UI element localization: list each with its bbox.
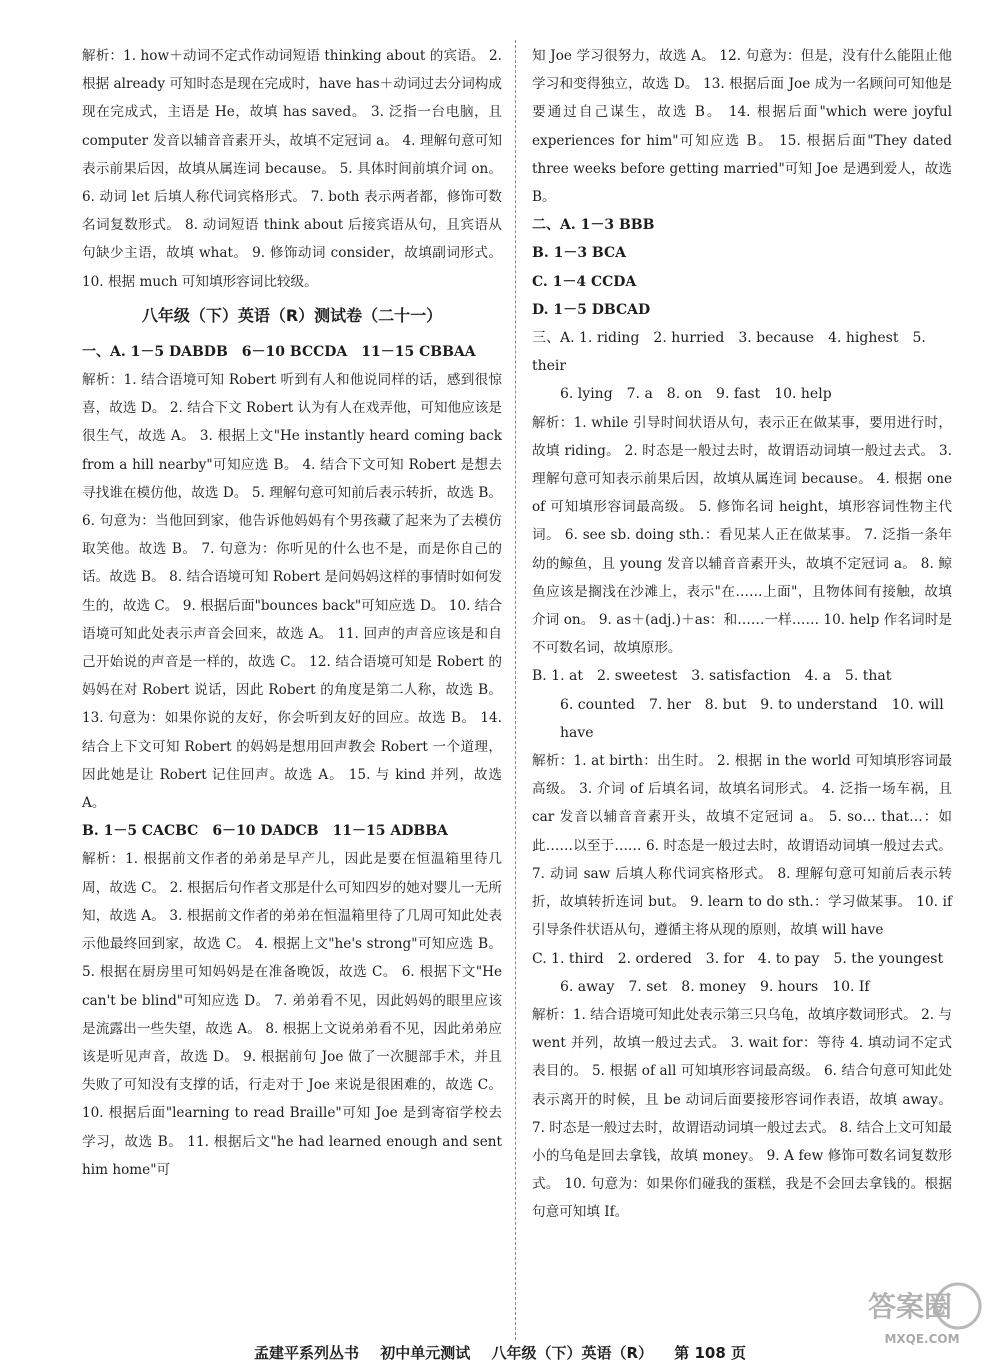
analysis-paragraph: 知 Joe 学习很努力，故选 A。 12. 句意为：但是，没有什么能阻止他学习和变得独立，故选 D。 13. 根据后面 Joe 成为一名顾问可知他是要通过自己谋生，故选 B。 14. 根据后面"which were joyful experiences for him"可知应选 B。 15. 根据后面"They dated three weeks before getting married"可知 Joe 是遇到爱人，故选 B。: [532, 48, 952, 206]
footer-grade: 八年级（下）英语（R）: [491, 1344, 654, 1362]
watermark-cn: 答案圈: [868, 1290, 953, 1323]
answer-line: B. 1－5 CACBC 6－10 DADCB 11－15 ADBBA: [82, 823, 448, 840]
analysis-paragraph: 解析：1. 结合语境可知 Robert 听到有人和他说同样的话，感到很惊喜，故选 D。 2. 结合下文 Robert 认为有人在戏弄他，可知他应该是很生气，故选 A。 3. 根据上文"He instantly heard coming back from a hill nearby"可知应选 B。 4. 结合下文可知 Robert 是想去寻找谁在模仿他，故选 D。 5. 理解句意可知前后表示转折，故选 B。 6. 句意为：当他回到家，他告诉他妈妈有个男孩藏了起来为了去模仿取笑他。故选 B。 7. 句意为：你听见的什么也不是，而是你自己的话。故选 B。 8. 结合语境可知 Robert 是问妈妈这样的事情时如何发生的，故选 C。 9. 根据后面"bounces back"可知应选 D。 10. 结合语境可知此处表示声音会回来，故选 A。 11. 回声的声音应该是和自己开始说的声音是一样的，故选 C。 12. 结合语境可知是 Robert 的妈妈在对 Robert 说话，因此 Robert 的角度是第二人称，故选 B。 13. 句意为：如果你说的友好，你会听到友好的回应。故选 B。 14. 结合上下文可知 Robert 的妈妈是想用回声教会 Robert 一个道理，因此她是让 Robert 记住回声。故选 A。 15. 与 kind 并列，故选 A。: [82, 372, 502, 812]
footer-series: 孟建平系列丛书: [253, 1344, 359, 1362]
watermark-logo-icon: [862, 1280, 982, 1332]
watermark-url: MXQE.COM: [884, 1332, 960, 1346]
left-column: [82, 42, 502, 1184]
answer-line: B. 1. at 2. sweetest 3. satisfaction 4. a 5. that: [532, 668, 892, 685]
answer-line: B. 1－3 BCA: [532, 245, 627, 262]
footer-book: 初中单元测试: [380, 1344, 471, 1362]
column-divider: [515, 40, 516, 1340]
footer-page-number: 第 108 页: [674, 1344, 747, 1362]
answer-line: 三、A. 1. riding 2. hurried 3. because 4. highest 5. their: [532, 330, 926, 375]
answer-line: D. 1－5 DBCAD: [532, 301, 651, 318]
answer-line: 6. away 7. set 8. money 9. hours 10. If: [560, 978, 870, 995]
analysis-paragraph: 解析：1. 结合语境可知此处表示第三只乌龟，故填序数词形式。 2. 与 went 并列，故填一般过去式。 3. wait for：等待 4. 填动词不定式表目的。 5. 根据 of all 可知填形容词最高级。 6. 结合句意可知此处表示离开的时候，且 be 动词后面要接形容词作表语，故填 away。 7. 时态是一般过去时，故谓语动词填一般过去式。 8. 结合上文可知最小的乌龟是回去拿钱，故填 money。 9. A few 修饰可数名词复数形式。 10. 句意为：如果你们碰我的蛋糕，我是不会回去拿钱的。根据句意可知填 If。: [532, 1006, 952, 1221]
answer-line: 6. lying 7. a 8. on 9. fast 10. help: [560, 386, 832, 403]
answer-line: C. 1－4 CCDA: [532, 273, 637, 290]
analysis-paragraph: 解析：1. at birth：出生时。 2. 根据 in the world 可知填形容词最高级。 3. 介词 of 后填名词，故填名词形式。 4. 泛指一场车祸，且 car 发音以辅音音素开头，故填不定冠词 a。 5. so… that…：如此……以至于…… 6. 时态是一般过去时，故谓语动词填一般过去式。 7. 动词 saw 后填人称代词宾格形式。 8. 理解句意可知前后表示转折，故填转折连词 but。 9. learn to do sth.：学习做某事。 10. if 引导条件状语从句，遵循主将从现的原则，故填 will have: [532, 753, 952, 939]
analysis-paragraph: 解析：1. 根据前文作者的弟弟是早产儿，因此是要在恒温箱里待几周，故选 C。 2. 根据后句作者文那是什么可知四岁的她对婴儿一无所知，故选 A。 3. 根据前文作者的弟弟在恒温箱里待了几周可知此处表示他最终回到家，故选 C。 4. 根据上文"he's strong"可知应选 B。 5. 根据在厨房里可知妈妈是在准备晚饭，故选 C。 6. 根据下文"He can't be blind"可知应选 D。 7. 弟弟看不见，因此妈妈的眼里应该是流露出一些失望，故选 A。 8. 根据上文说弟弟看不见，因此弟弟应该是听见声音，故选 D。 9. 根据前句 Joe 做了一次腿部手术，并且失败了可知没有支撑的话，行走对于 Joe 来说是很困难的，故选 C。 10. 根据后面"learning to read Braille"可知 Joe 是到寄宿学校去学习，故选 B。 11. 根据后文"he had learned enough and sent him home"可: [82, 851, 502, 1178]
answer-line: 二、A. 1－3 BBB: [532, 217, 655, 234]
analysis-paragraph: 解析：1. how＋动词不定式作动词短语 thinking about 的宾语。 2. 根据 already 可知时态是现在完成时，have has＋动词过去分词构成现在完成式，主语是 He，故填 has saved。 3. 泛指一台电脑，且 computer 发音以辅音音素开头，故填不定冠词 a。 4. 理解句意可知表示前果后因，故填从属连词 because。 5. 具体时间前填介词 on。 6. 动词 let 后填人称代词宾格形式。 7. both 表示两者都，修饰可数名词复数形式。 8. 动词短语 think about 后接宾语从句，且宾语从句缺少主语，故填 what。 9. 修饰动词 consider，故填副词形式。 10. 根据 much 可知填形容词比较级。: [82, 48, 502, 290]
answer-line: 一、A. 1－5 DABDB 6－10 BCCDA 11－15 CBBAA: [82, 343, 476, 360]
answer-line: C. 1. third 2. ordered 3. for 4. to pay 5. the youngest: [532, 950, 944, 967]
watermark: [862, 1280, 982, 1350]
right-column: [532, 42, 952, 1227]
analysis-paragraph: 解析：1. while 引导时间状语从句，表示正在做某事，要用进行时，故填 riding。 2. 时态是一般过去时，故谓语动词填一般过去式。 3. 理解句意可知表示前果后因，故填从属连词 because。 4. 根据 one of 可知填形容词最高级。 5. 修饰名词 height，填形容词性物主代词。 6. see sb. doing sth.：看见某人正在做某事。 7. 泛指一条年幼的鲸鱼，且 young 发音以辅音音素开头，故填不定冠词 a。 8. 鲸鱼应该是搁浅在沙滩上，表示"在……上面"，且物体间有接触，故填介词 on。 9. as＋(adj.)＋as：和……一样…… 10. help 作名词时是不可数名词，故填原形。: [532, 414, 952, 657]
answer-line: 6. counted 7. her 8. but 9. to understand 10. will have: [560, 696, 944, 741]
test-title: 八年级（下）英语（R）测试卷（二十一）: [141, 305, 443, 325]
page-footer: [0, 1342, 1000, 1363]
